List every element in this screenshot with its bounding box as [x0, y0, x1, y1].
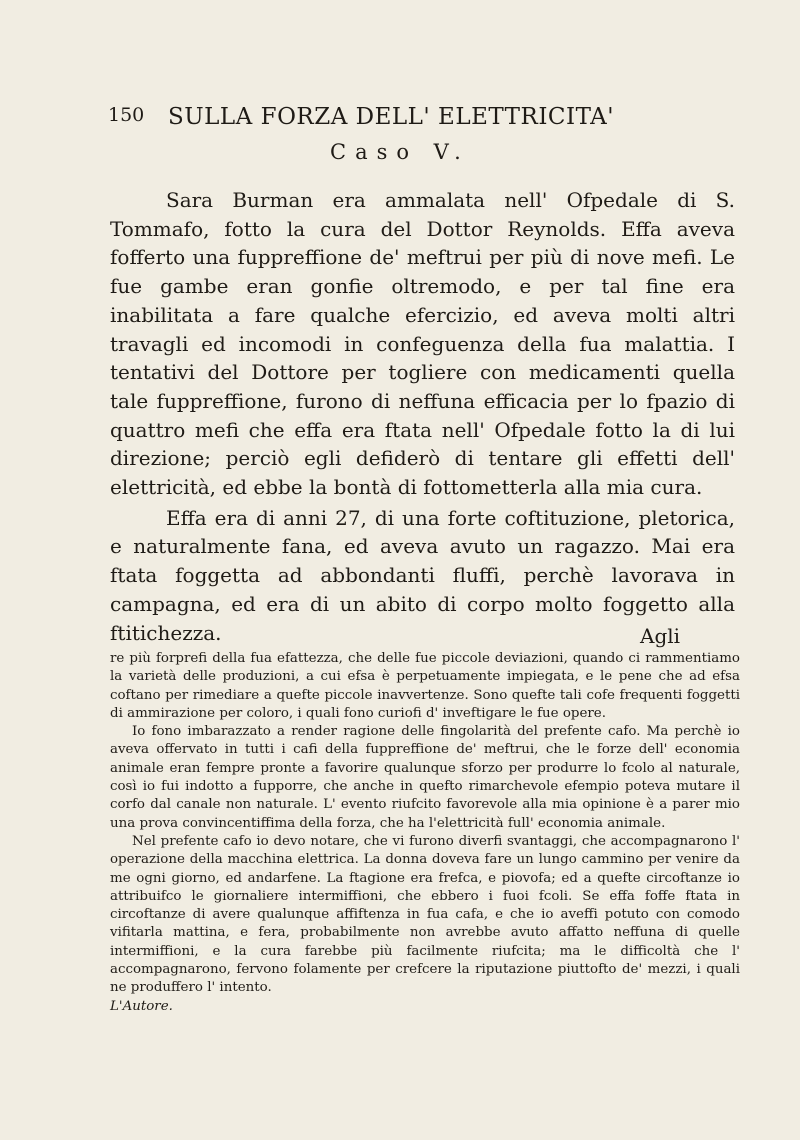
footnote-signature: L'Autore. [110, 998, 173, 1014]
page-number: 150 [108, 104, 145, 126]
footnote-paragraph-1: re più forprefi della fua efattezza, che delle fue piccole deviazioni, quando ci rammentiamo la varietà delle produzioni, a cui efsa è perpetuamente impiegata, e le pene che ad efsa coftano per rimediare a quefte piccole inavvertenze. Sono quefte tali cofe frequenti foggetti di ammirazione per coloro, i quali fono curiofi d' inveftigare le fue opere. [110, 651, 740, 721]
footnote-paragraph-3: Nel prefente cafo io devo notare, che vi furono diverfi svantaggi, che accompagnarono l' operazione della macchina elettrica. La donna doveva fare un lungo cammino per venire da me ogni giorno, ed andarfene. La ftagione era frefca, e piovofa; ed a quefte circoftanze io attribuifco le giornaliere intermiffioni, che ebbero i fuoi fcoli. Se effa foffe ftata in circoftanze di avere qualunque affiftenza in fua cafa, e che io aveffi potuto con comodo vifitarla mattina, e fera, probabilmente non avrebbe avuto affatto neffuna di quelle intermiffioni, e la cura farebbe più facilmente riufcita; ma le difficoltà che l' accompagnarono, fervono folamente per crefcere la riputazione piuttofto de' mezzi, i quali ne produffero l' intento. [110, 833, 740, 996]
running-title: SULLA FORZA DELL' ELETTRICITA' [168, 104, 615, 130]
paragraph-1: Sara Burman era ammalata nell' Ofpedale di S. Tommafo, fotto la cura del Dottor Reynolds. Effa aveva fofferto una fuppreffione de' meftrui per più di nove mefi. Le fue gambe eran gonfie oltremodo, e per tal fine era inabilitata a fare qualche efercizio, ed aveva molti altri travagli ed incomodi in confeguenza della fua malattia. I tentativi del Dottore per togliere con medicamenti quella tale fuppreffione, furono di neffuna efficacia per lo fpazio di quattro mefi che effa era ftata nell' Ofpedale fotto la di lui direzione; perciò egli defiderò di tentare gli effetti dell' elettricità, ed ebbe la bontà di fottometterla alla mia cura. [110, 188, 735, 500]
page-header [108, 104, 748, 134]
paragraph-2: Effa era di anni 27, di una forte coftituzione, pletorica, e naturalmente fana, ed aveva avuto un ragazzo. Mai era ftata foggetta ad abbondanti fluffi, perchè lavorava in campagna, ed era di un abito di corpo molto foggetto alla ftitichezza. [110, 505, 735, 645]
footnote [110, 650, 740, 1016]
main-text [110, 186, 735, 647]
case-title: Caso V. [330, 140, 470, 164]
catchword: Agli [640, 624, 681, 648]
footnote-paragraph-2: Io fono imbarazzato a render ragione delle fingolarità del prefente cafo. Ma perchè io aveva offervato in tutti i cafi della fuppreffione de' meftrui, che le forze dell' economia animale eran fempre pronte a favorire qualunque sforzo per produrre lo fcolo al naturale, così io fui indotto a fupporre, che anche in quefto rimarchevole efempio poteva mutare il corfo dal canale non naturale. L' evento riufcito favorevole alla mia opinione è a parer mio una prova convincentiffima della forza, che ha l'elettricità full' economia animale. [110, 724, 740, 831]
